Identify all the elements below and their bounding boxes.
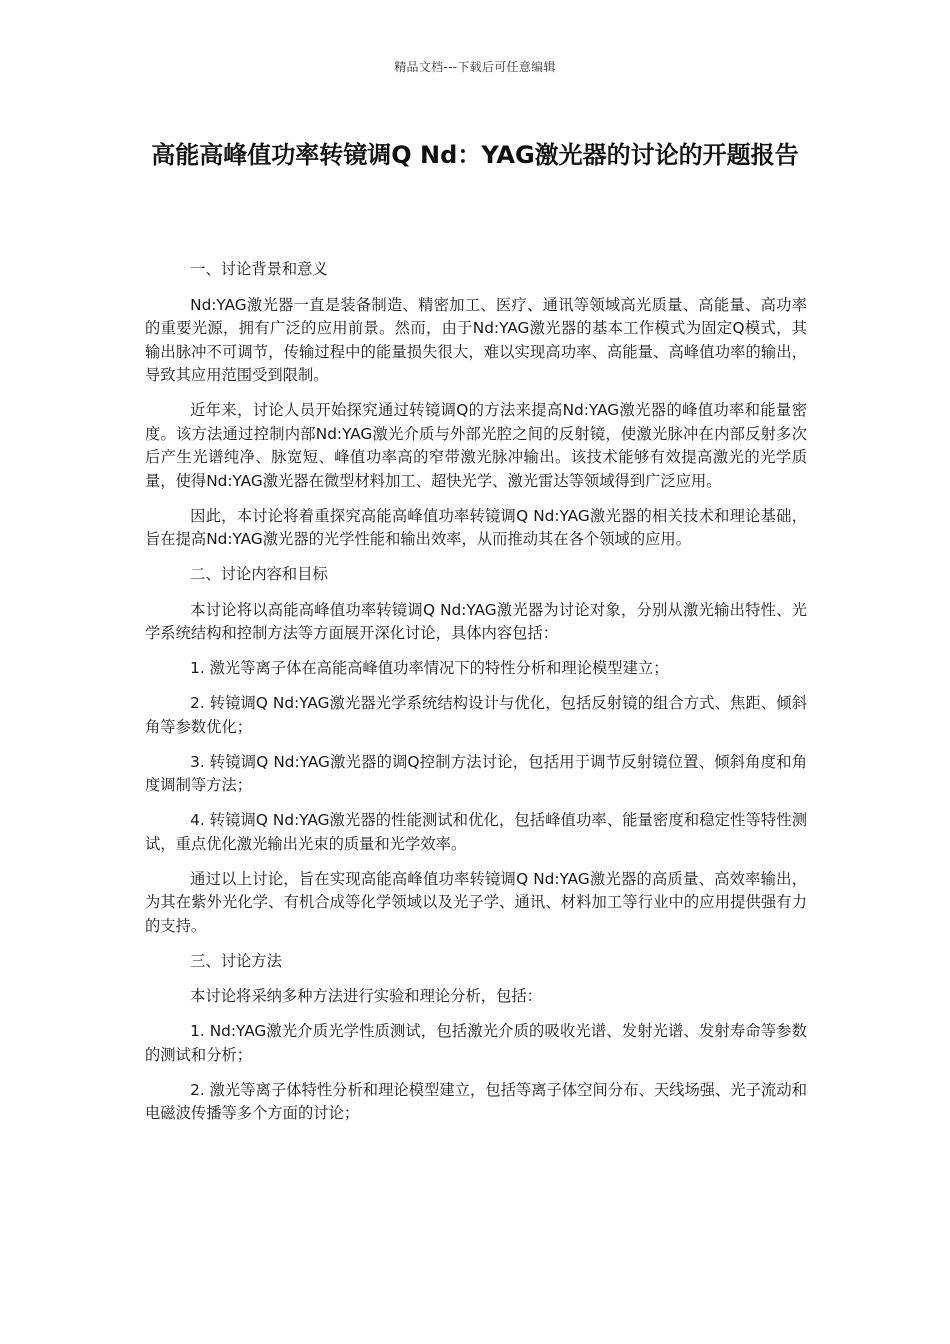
list-item: 1. 激光等离子体在高能高峰值功率情况下的特性分析和理论模型建立； bbox=[190, 659, 669, 677]
body-paragraph: Nd:YAG激光器一直是装备制造、精密加工、医疗、通讯等领域高光质量、高能量、高功率的重要光源，拥有广泛的应用前景。然而，由于Nd:YAG激光器的基本工作模式为固定Q模式，其输出脉冲不可调节，传输过程中的能量损失很大，难以实现高功率、高能量、高峰值功率的输出，导致其应用范围受到限制。 bbox=[145, 295, 807, 384]
header-note: 精品文档---下载后可任意编辑 bbox=[394, 60, 556, 74]
section-heading-background: 一、讨论背景和意义 bbox=[190, 260, 328, 278]
body-paragraph: 本讨论将采纳多种方法进行实验和理论分析，包括： bbox=[190, 987, 542, 1005]
list-item: 2. 激光等离子体特性分析和理论模型建立，包括等离子体空间分布、天线场强、光子流动和电磁波传播等多个方面的讨论； bbox=[145, 1080, 807, 1122]
list-item: 4. 转镜调Q Nd:YAG激光器的性能测试和优化，包括峰值功率、能量密度和稳定性等特性测试，重点优化激光输出光束的质量和光学效率。 bbox=[145, 811, 807, 853]
section-heading-content-goals: 二、讨论内容和目标 bbox=[190, 565, 328, 583]
document-title: 高能高峰值功率转镜调Q Nd：YAG激光器的讨论的开题报告 bbox=[151, 141, 799, 169]
list-item: 3. 转镜调Q Nd:YAG激光器的调Q控制方法讨论，包括用于调节反射镜位置、倾斜角度和角度调制等方法； bbox=[145, 752, 807, 794]
body-paragraph: 通过以上讨论，旨在实现高能高峰值功率转镜调Q Nd:YAG激光器的高质量、高效率输出，为其在紫外光化学、有机合成等化学领域以及光子学、通讯、材料加工等行业中的应用提供强有力的支持。 bbox=[145, 869, 807, 935]
list-item: 2. 转镜调Q Nd:YAG激光器光学系统结构设计与优化，包括反射镜的组合方式、焦距、倾斜角等参数优化； bbox=[145, 694, 807, 736]
section-heading-methods: 三、讨论方法 bbox=[190, 951, 282, 970]
body-paragraph: 因此，本讨论将着重探究高能高峰值功率转镜调Q Nd:YAG激光器的相关技术和理论基础，旨在提高Nd:YAG激光器的光学性能和输出效率，从而推动其在各个领域的应用。 bbox=[145, 506, 807, 548]
body-paragraph: 本讨论将以高能高峰值功率转镜调Q Nd:YAG激光器为讨论对象，分别从激光输出特性、光学系统结构和控制方法等方面展开深化讨论，具体内容包括： bbox=[145, 600, 807, 642]
body-paragraph: 近年来，讨论人员开始探究通过转镜调Q的方法来提高Nd:YAG激光器的峰值功率和能量密度。该方法通过控制内部Nd:YAG激光介质与外部光腔之间的反射镜，使激光脉冲在内部反射多次后产生光谱纯净、脉宽短、峰值功率高的窄带激光脉冲输出。该技术能够有效提高激光的光学质量，使得Nd:YAG激光器在微型材料加工、超快光学、激光雷达等领域得到广泛应用。 bbox=[145, 401, 807, 490]
list-item: 1. Nd:YAG激光介质光学性质测试，包括激光介质的吸收光谱、发射光谱、发射寿命等参数的测试和分析； bbox=[145, 1022, 807, 1064]
document-body bbox=[145, 258, 807, 1137]
